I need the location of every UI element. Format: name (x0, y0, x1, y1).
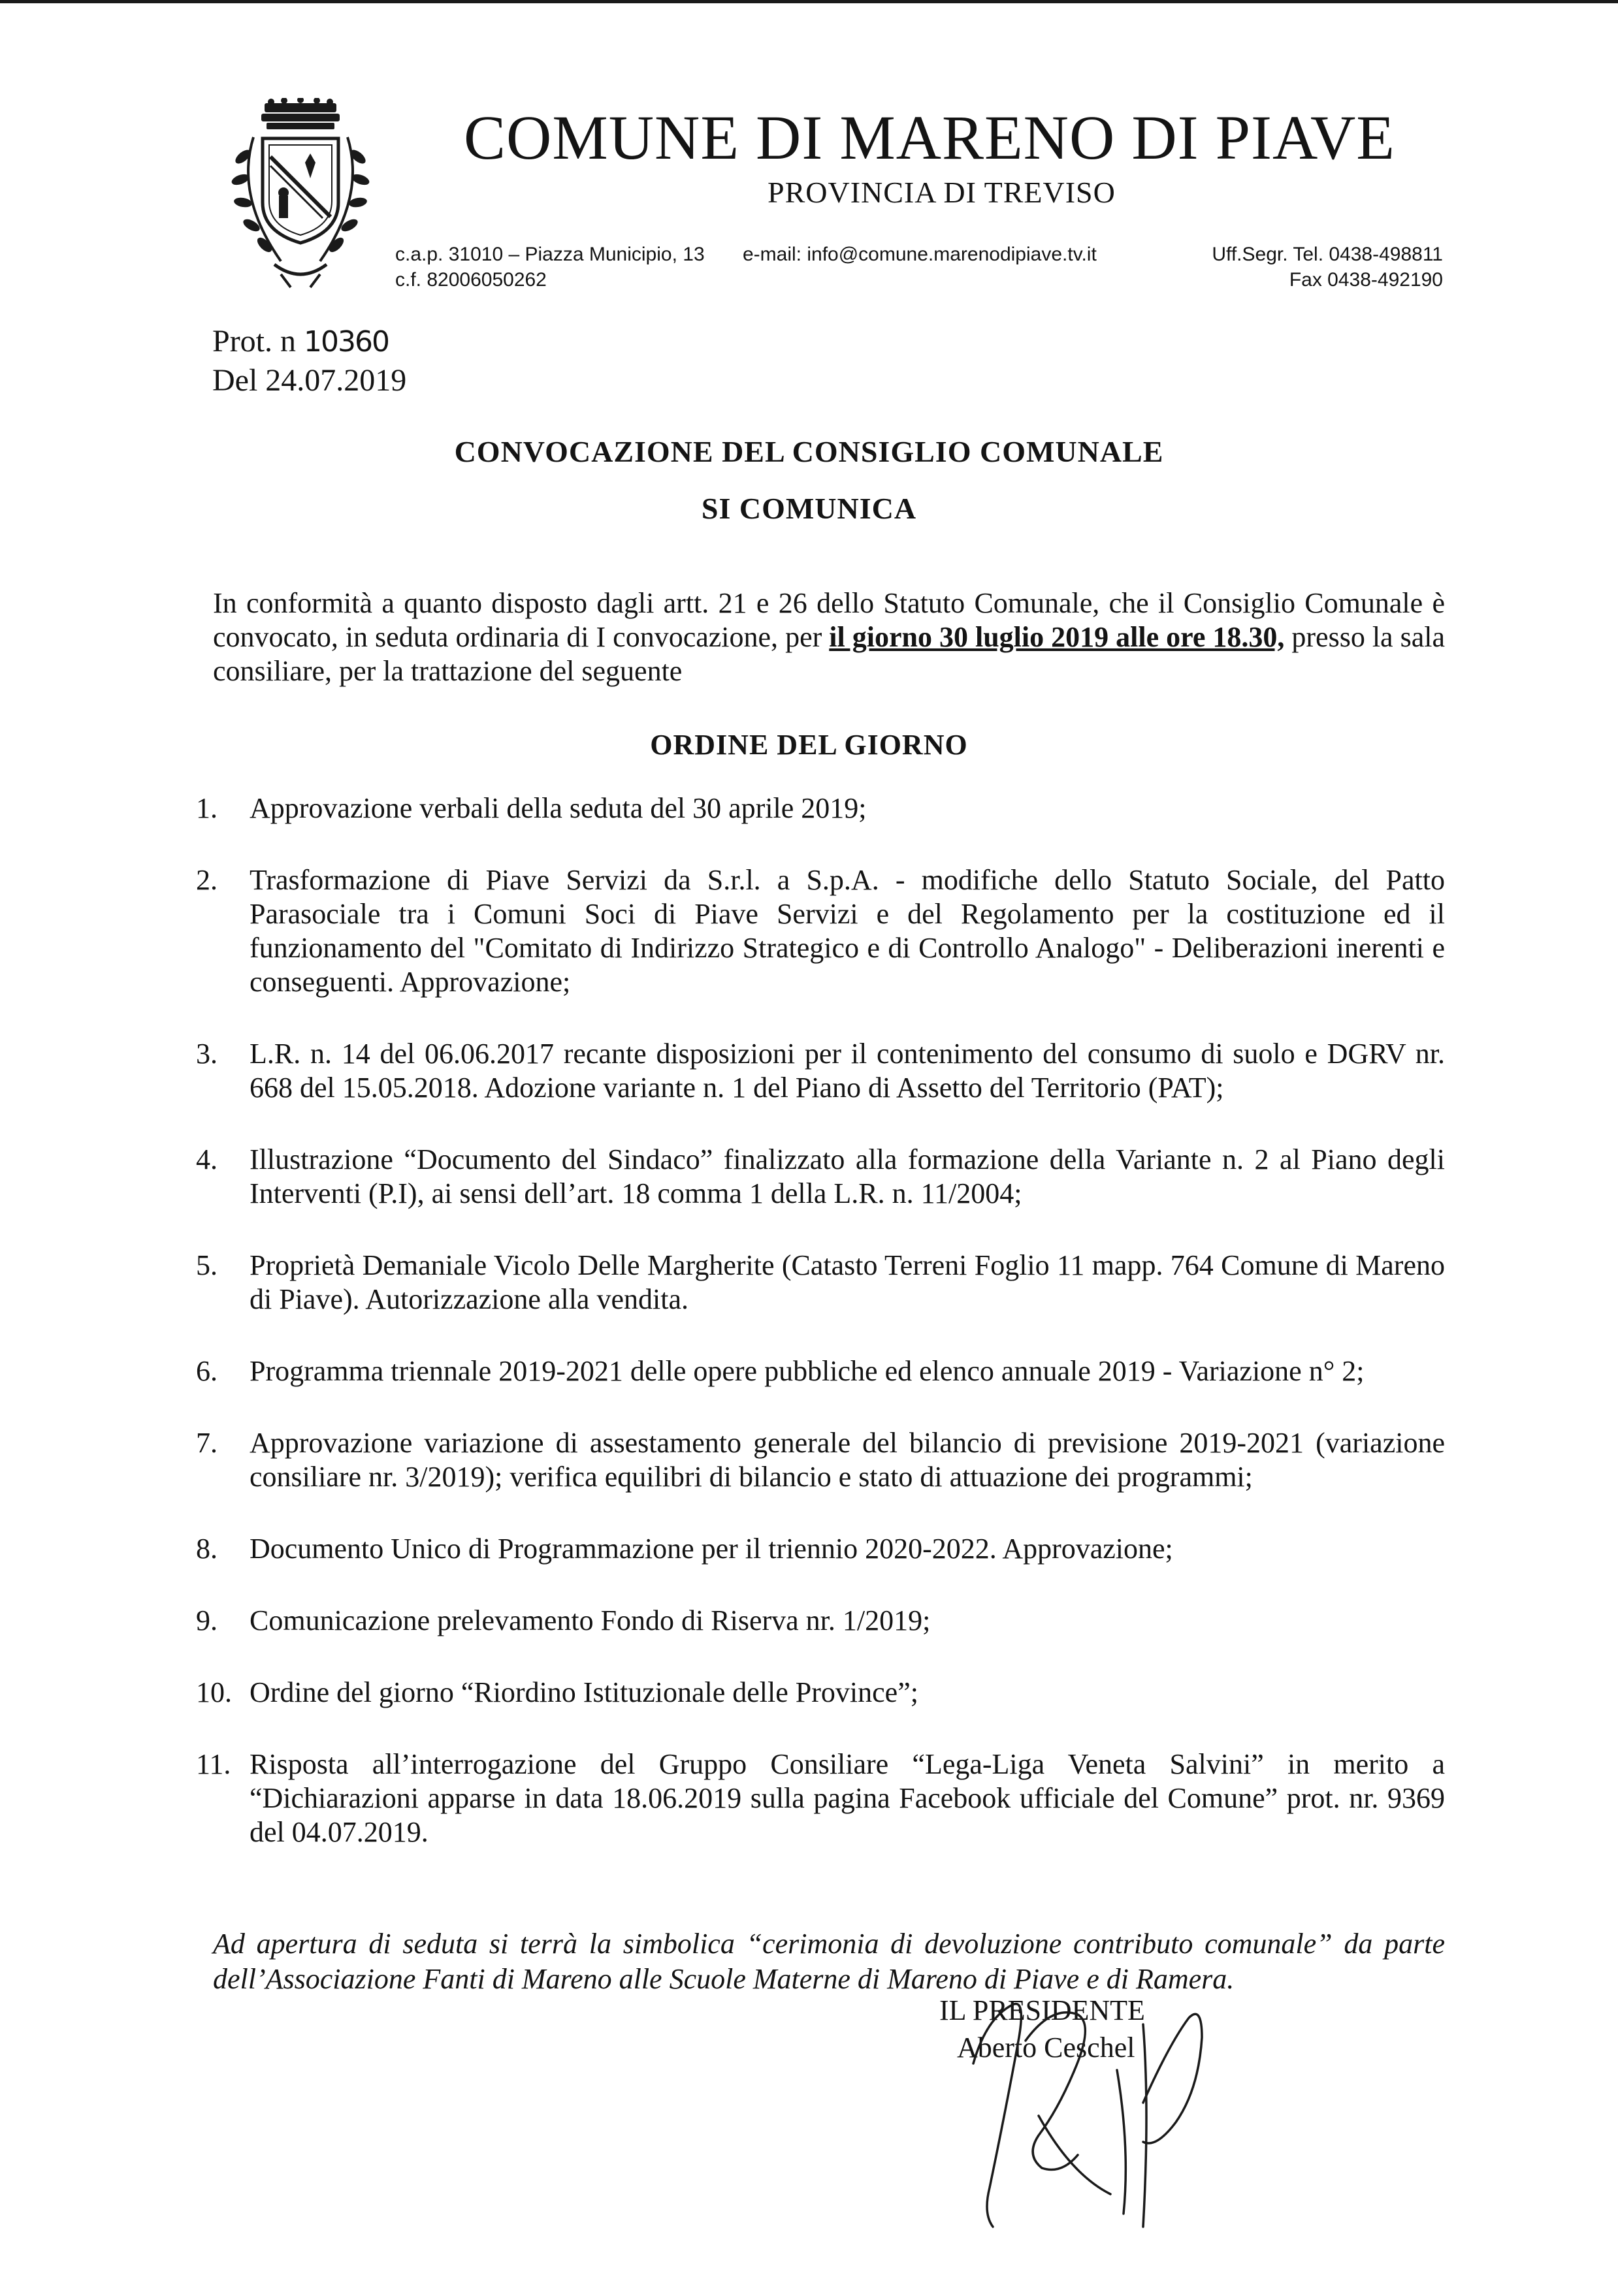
agenda-item-text: Approvazione variazione di assestamento generale del bilancio di previsione 2019-2021 (variazione consiliare nr. 3/2019); verifica equilibri di bilancio e stato di attuazione dei programmi; (250, 1427, 1445, 1493)
province-name: PROVINCIA DI TREVISO (768, 176, 1116, 209)
municipal-crest-icon (202, 98, 379, 294)
agenda-item-text: Documento Unico di Programmazione per il triennio 2020-2022. Approvazione; (250, 1533, 1173, 1565)
agenda-item-text: Trasformazione di Piave Servizi da S.r.l. a S.p.A. - modifiche dello Statuto Sociale, del Patto Parasociale tra i Comuni Soci di Piave Servizi e del Regolamento per la costituzione ed il funzionamento del "Comitato di Indirizzo Strategico e di Controllo Analogo" - Deliberazioni inerenti e conseguenti. Approvazione; (250, 864, 1445, 998)
signatory-title: IL PRESIDENTE (939, 1994, 1145, 2026)
agenda-item-text: Programma triennale 2019-2021 delle opere pubbliche ed elenco annuale 2019 - Variazione n° 2; (250, 1355, 1365, 1387)
agenda-item-number: 9. (196, 1604, 218, 1636)
agenda-item-number: 3. (196, 1038, 218, 1070)
agenda-item-number: 8. (196, 1533, 218, 1565)
agenda-item (196, 863, 1445, 999)
document-heading: CONVOCAZIONE DEL CONSIGLIO COMUNALE (454, 435, 1164, 468)
agenda-item-number: 5. (196, 1249, 218, 1281)
email-address: e-mail: info@comune.marenodipiave.tv.it (743, 244, 1097, 265)
intro-text-before: In conformità a quanto disposto dagli artt. 21 e 26 dello Statuto Comunale, che il Consiglio Comunale è convocato, in seduta ordinaria di I convocazione, per (213, 587, 1445, 653)
agenda-item (196, 1532, 1445, 1566)
agenda-item-number: 10. (196, 1676, 232, 1708)
agenda-item-text: Proprietà Demaniale Vicolo Delle Margherite (Catasto Terreni Foglio 11 mapp. 764 Comune di Mareno di Piave). Autorizzazione alla vendita. (250, 1249, 1445, 1315)
agenda-item (196, 1143, 1445, 1211)
agenda-item-number: 4. (196, 1143, 218, 1175)
agenda-title: ORDINE DEL GIORNO (650, 729, 968, 761)
phone-number: Uff.Segr. Tel. 0438-498811 (1212, 244, 1443, 265)
scan-top-edge (0, 0, 1618, 3)
agenda-item-text: L.R. n. 14 del 06.06.2017 recante disposizioni per il contenimento del consumo di suolo e DGRV nr. 668 del 15.05.2018. Adozione variante n. 1 del Piano di Assetto del Territorio (PAT); (250, 1038, 1445, 1104)
ceremony-note: Ad apertura di seduta si terrà la simbolica “cerimonia di devoluzione contributo comunale” da parte dell’Associazione Fanti di Mareno alle Scuole Materne di Mareno di Piave e di Ramera. (213, 1928, 1445, 1995)
protocol-number (212, 323, 389, 359)
agenda-item (196, 1676, 1445, 1710)
agenda-item (196, 1249, 1445, 1316)
agenda-item-text: Risposta all’interrogazione del Gruppo Consiliare “Lega-Liga Veneta Salvini” in merito a “Dichiarazioni apparse in data 18.06.2019 sulla pagina Facebook ufficiale del Comune” prot. nr. 9369 del 04.07.2019. (250, 1748, 1445, 1848)
protocol-date: Del 24.07.2019 (212, 363, 407, 398)
fiscal-code: c.f. 82006050262 (395, 269, 547, 291)
agenda-item (196, 791, 1445, 825)
handwritten-signature (928, 1979, 1215, 2240)
agenda-item-number: 7. (196, 1427, 218, 1459)
protocol-label: Prot. n (212, 324, 297, 359)
agenda-item (196, 1604, 1445, 1638)
fax-number: Fax 0438-492190 (1289, 269, 1443, 291)
postal-address: c.a.p. 31010 – Piazza Municipio, 13 (395, 244, 705, 265)
intro-paragraph (213, 586, 1445, 688)
agenda-item-number: 1. (196, 792, 218, 824)
agenda-item-number: 6. (196, 1355, 218, 1387)
document-subheading: SI COMUNICA (701, 492, 917, 525)
agenda-item-text: Comunicazione prelevamento Fondo di Riserva nr. 1/2019; (250, 1604, 931, 1636)
agenda-list (196, 791, 1445, 1849)
agenda-item (196, 1037, 1445, 1105)
agenda-item-text: Ordine del giorno “Riordino Istituzionale delle Province”; (250, 1676, 918, 1708)
signatory-name: Aberto Ceschel (957, 2032, 1135, 2064)
protocol-handwritten-number: 10360 (304, 325, 389, 359)
agenda-item (196, 1426, 1445, 1494)
agenda-item-text: Approvazione verbali della seduta del 30 aprile 2019; (250, 792, 867, 824)
agenda-item-number: 2. (196, 864, 218, 896)
agenda-item (196, 1354, 1445, 1388)
agenda-item-text: Illustrazione “Documento del Sindaco” finalizzato alla formazione della Variante n. 2 al Piano degli Interventi (P.I), ai sensi dell’art. 18 comma 1 della L.R. n. 11/2004; (250, 1143, 1445, 1209)
municipality-title: COMUNE DI MARENO DI PIAVE (464, 103, 1395, 172)
agenda-item-number: 11. (196, 1748, 231, 1780)
intro-text-after: presso la sala consiliare, per la trattazione del seguente (213, 621, 1446, 687)
meeting-date-time: il giorno 30 luglio 2019 alle ore 18.30, (829, 621, 1285, 653)
agenda-item (196, 1747, 1445, 1849)
